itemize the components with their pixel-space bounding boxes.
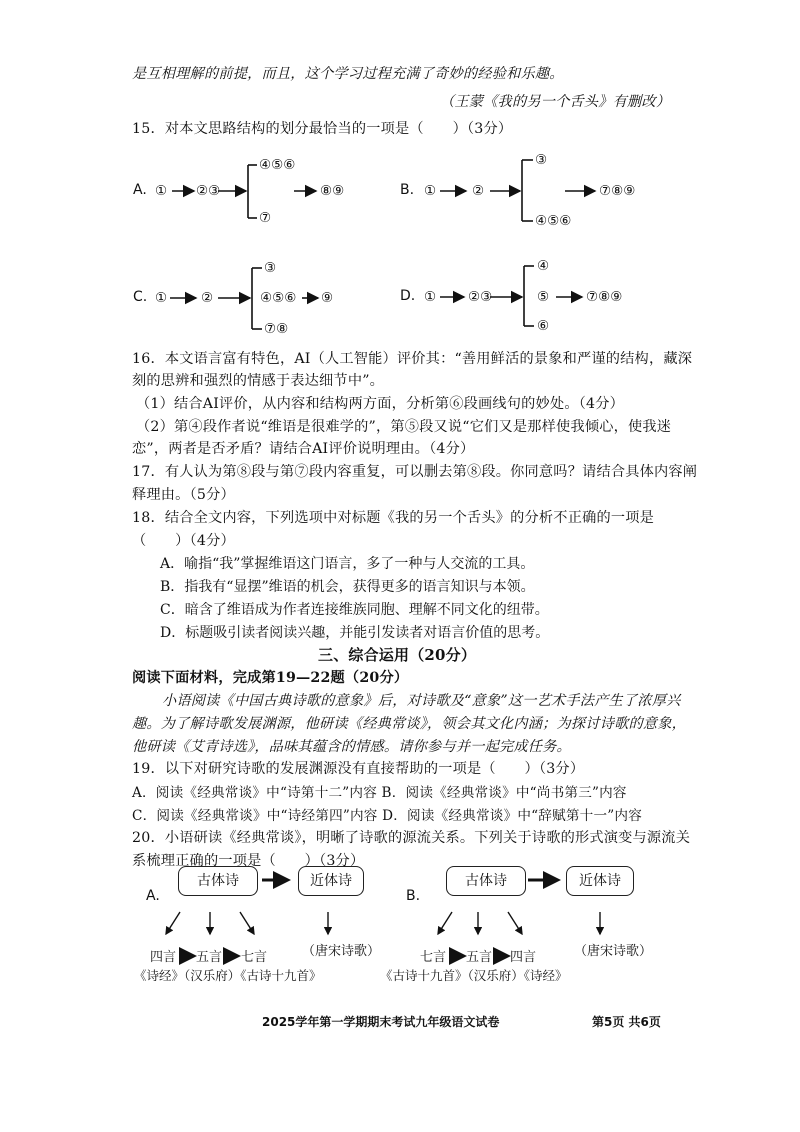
q16-stem-line1: 16．本文语言富有特色，AI（人工智能）评价其：“善用鲜活的景象和严谨的结构，藏深 [132, 351, 693, 367]
q20-a-item-2: 五言 [196, 950, 223, 965]
q15-option-c-label[interactable]: C. [133, 289, 148, 305]
q15-a-node-1: ① [155, 183, 168, 199]
q18-option-d[interactable]: D．标题吸引读者阅读兴趣，并能引发读者对语言价值的思考。 [160, 625, 550, 641]
q20-option-b-label[interactable]: B. [406, 888, 421, 904]
q20-option-a-label[interactable]: A. [146, 888, 160, 904]
q20-a-box-ancient-poetry: 古体诗 [178, 866, 258, 896]
q15-b-node-1: ① [424, 183, 437, 199]
q15-option-a-label[interactable]: A. [133, 182, 147, 198]
q18-line2: （ ）（4分） [132, 533, 235, 549]
q19-stem: 19．以下对研究诗歌的发展渊源没有直接帮助的一项是（ ）（3分） [132, 761, 585, 777]
q18-option-a[interactable]: A．喻指“我”掌握维语这门语言，多了一种与人交流的工具。 [160, 556, 535, 572]
passage-last-line: 是互相理解的前提，而且，这个学习过程充满了奇妙的经验和乐趣。 [132, 66, 564, 82]
q20-a-item-1: 四言 [150, 950, 177, 965]
q15-d-node-2: ②③ [468, 289, 493, 305]
section3-instruction: 阅读下面材料，完成第19—22题（20分） [132, 670, 409, 686]
q15-b-node-2: ② [472, 183, 485, 199]
q15-d-node-1: ① [424, 289, 437, 305]
q15-d-node-end: ⑦⑧⑨ [586, 289, 623, 305]
q15-option-b-label[interactable]: B. [400, 182, 415, 198]
q20-a-sources: 《诗经》（汉乐府）《古诗十九首》 [134, 968, 322, 983]
q19-options-row1[interactable]: A．阅读《经典常谈》中“诗第十二”内容 B．阅读《经典常谈》中“尚书第三”内容 [132, 785, 627, 801]
q15-c-node-mid: ④⑤⑥ [260, 290, 297, 306]
q20-a-tang-song: （唐宋诗歌） [302, 944, 381, 959]
q20-b-item-2: 五言 [466, 950, 493, 965]
section3-title: 三、综合运用（20分） [318, 646, 477, 664]
q20-b-sources: 《古诗十九首》（汉乐府）《诗经》 [380, 968, 568, 983]
q15-d-node-mid: ⑤ [537, 289, 550, 305]
q17-line2: 释理由。（5分） [132, 487, 235, 503]
q15-c-node-end: ⑨ [321, 290, 334, 306]
q15-stem: 15．对本文思路结构的划分最恰当的一项是（ ）（3分） [132, 121, 513, 137]
q15-d-node-top: ④ [537, 258, 550, 274]
q20-a-box-modern-poetry: 近体诗 [298, 866, 364, 896]
q15-a-node-bottom: ⑦ [259, 210, 272, 226]
q20-b-item-1: 七言 [420, 950, 447, 965]
q17-line1: 17．有人认为第⑧段与第⑦段内容重复，可以删去第⑧段。你同意吗？请结合具体内容阐 [132, 464, 698, 480]
q18-line1: 18．结合全文内容，下列选项中对标题《我的另一个舌头》的分析不正确的一项是 [132, 510, 655, 526]
q15-a-node-end: ⑧⑨ [320, 183, 345, 199]
footer-page-number: 第5页 共6页 [592, 1015, 661, 1029]
section3-para-line1: 小语阅读《中国古典诗歌的意象》后，对诗歌及“意象”这一艺术手法产生了浓厚兴 [162, 693, 681, 709]
q20-a-item-3: 七言 [241, 950, 268, 965]
q15-b-node-end: ⑦⑧⑨ [599, 183, 636, 199]
q15-b-node-top: ③ [535, 152, 548, 168]
q15-a-node-top: ④⑤⑥ [259, 157, 296, 173]
passage-source: （王蒙《我的另一个舌头》有删改） [440, 94, 671, 110]
q16-sub2-line1: （2）第④段作者说“维语是很难学的”，第⑤段又说“它们又是那样使我倾心，使我迷 [136, 419, 672, 435]
q16-sub1: （1）结合AI评价，从内容和结构两方面，分析第⑥段画线句的妙处。（4分） [136, 396, 625, 412]
section3-para-line2: 趣。为了解诗歌发展渊源，他研读《经典常谈》，领会其文化内涵；为探讨诗歌的意象， [132, 716, 687, 732]
q15-a-node-2: ②③ [196, 183, 221, 199]
q16-stem-line2: 刻的思辨和强烈的情感于表达细节中”。 [132, 373, 385, 389]
q15-d-node-bottom: ⑥ [537, 318, 550, 334]
q15-c-node-1: ① [155, 290, 168, 306]
q20-line1: 20．小语研读《经典常谈》，明晰了诗歌的源流关系。下列关于诗歌的形式演变与源流关 [132, 830, 691, 846]
q18-option-b[interactable]: B．指我有“显摆”维语的机会，获得更多的语言知识与本领。 [160, 579, 535, 595]
footer-exam-title: 2025学年第一学期期末考试九年级语文试卷 [262, 1015, 500, 1029]
q20-b-box-ancient-poetry: 古体诗 [446, 866, 526, 896]
section3-para-line3: 他研读《艾青诗选》，品味其蕴含的情感。请你参与并一起完成任务。 [132, 739, 571, 755]
q20-b-box-modern-poetry: 近体诗 [566, 866, 634, 896]
q20-b-tang-song: （唐宋诗歌） [574, 944, 653, 959]
q15-c-node-2: ② [201, 290, 214, 306]
q19-options-row2[interactable]: C．阅读《经典常谈》中“诗经第四”内容 D．阅读《经典常谈》中“辞赋第十一”内容 [132, 808, 643, 824]
q15-option-d-label[interactable]: D. [400, 288, 416, 304]
q15-c-node-top: ③ [264, 260, 277, 276]
q20-b-item-3: 四言 [510, 950, 537, 965]
q15-c-node-bottom: ⑦⑧ [264, 321, 289, 337]
q18-option-c[interactable]: C．暗含了维语成为作者连接维族同胞、理解不同文化的纽带。 [160, 602, 549, 618]
q16-sub2-line2: 恋”，两者是否矛盾？请结合AI评价说明理由。（4分） [132, 441, 475, 457]
q15-b-node-bottom: ④⑤⑥ [535, 213, 572, 229]
q20-line2: 系梳理正确的一项是（ ）（3分） [132, 853, 365, 869]
